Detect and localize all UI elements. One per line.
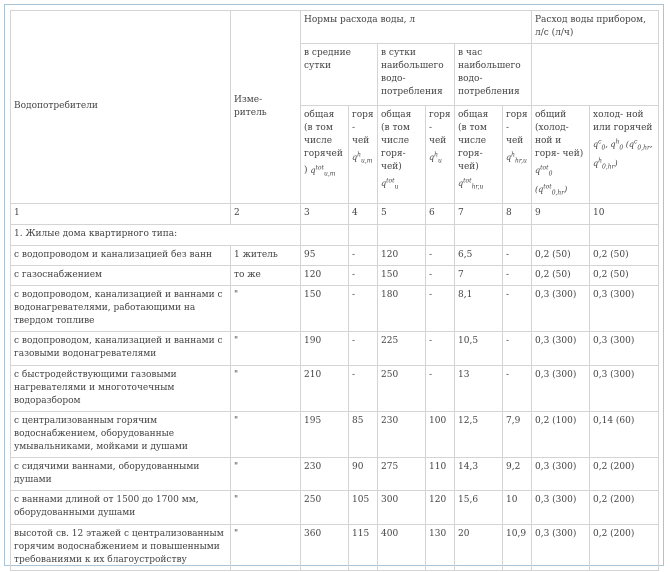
column-number: 2 <box>231 203 301 224</box>
row-cell: - <box>349 365 378 411</box>
row-cell: 0,3 (300) <box>532 285 590 331</box>
header-hot-avg <box>349 106 378 204</box>
row-cell: 400 <box>378 524 426 570</box>
header-unit: Изме- ритель <box>231 11 301 204</box>
row-cell: 0,3 (300) <box>590 365 659 411</box>
column-number: 7 <box>455 203 503 224</box>
row-name: с централизованным горячим водоснабжением, оборудованные умывальниками, мойками и душами <box>11 411 231 457</box>
row-cell: 0,3 (300) <box>532 365 590 411</box>
row-cell: 120 <box>378 245 426 265</box>
table-row <box>11 457 659 490</box>
row-cell: 0,3 (300) <box>532 524 590 570</box>
row-cell: 85 <box>349 411 378 457</box>
row-cell: 100 <box>426 411 455 457</box>
row-name: с газоснабжением <box>11 265 231 285</box>
row-cell: - <box>503 365 532 411</box>
row-unit: " <box>231 490 301 524</box>
row-cell: 0,3 (300) <box>532 457 590 490</box>
section-row <box>11 224 659 245</box>
row-cell: 6,5 <box>455 245 503 265</box>
header-row-1 <box>11 11 659 44</box>
row-cell: 120 <box>426 490 455 524</box>
row-unit: то же <box>231 265 301 285</box>
row-cell: - <box>426 285 455 331</box>
row-cell: 250 <box>378 365 426 411</box>
row-cell: - <box>503 285 532 331</box>
row-cell: 300 <box>378 490 426 524</box>
column-number: 9 <box>532 203 590 224</box>
q-symbol: $q^{tot}_0$ $(q^{tot}_{0,hr})$ <box>535 164 568 197</box>
row-cell: - <box>349 285 378 331</box>
column-numbers-row <box>11 203 659 224</box>
row-cell: 9,2 <box>503 457 532 490</box>
row-unit: 1 житель <box>231 245 301 265</box>
row-cell: 90 <box>349 457 378 490</box>
row-cell: 230 <box>378 411 426 457</box>
row-cell: 20 <box>455 524 503 570</box>
row-cell: 110 <box>426 457 455 490</box>
header-hot-avg-label: горя- чей <box>352 110 374 146</box>
header-device-total-label: общий (холод- ной и горя- чей) <box>535 110 584 159</box>
header-total-avg <box>301 106 349 204</box>
header-hot-hour <box>503 106 532 204</box>
header-device-total <box>532 106 590 204</box>
row-cell: 0,3 (300) <box>532 490 590 524</box>
q-symbol: $q^h_u$ <box>429 151 442 165</box>
row-cell: 15,6 <box>455 490 503 524</box>
header-hot-day <box>426 106 455 204</box>
row-cell: 0,14 (60) <box>590 411 659 457</box>
row-cell: 150 <box>301 285 349 331</box>
row-unit: " <box>231 411 301 457</box>
row-cell: 210 <box>301 365 349 411</box>
header-hot-hour-label: горя- чей <box>506 110 528 146</box>
row-cell: 150 <box>378 265 426 285</box>
row-cell: 14,3 <box>455 457 503 490</box>
table-frame <box>4 4 664 566</box>
row-cell: - <box>426 265 455 285</box>
row-cell: - <box>349 331 378 365</box>
row-cell: 0,3 (300) <box>532 331 590 365</box>
row-cell: 12,5 <box>455 411 503 457</box>
table-row <box>11 285 659 331</box>
row-cell: 7 <box>455 265 503 285</box>
row-cell: - <box>349 265 378 285</box>
row-cell: 230 <box>301 457 349 490</box>
table-row <box>11 245 659 265</box>
row-unit: " <box>231 365 301 411</box>
q-symbol: $q^h_{u,m}$ <box>352 151 373 165</box>
header-consumers: Водопотребители <box>11 11 231 204</box>
row-cell: 0,2 (50) <box>532 265 590 285</box>
row-name: с водопроводом, канализацией и ваннами с газовыми водонагревателями <box>11 331 231 365</box>
row-cell: 0,2 (50) <box>590 265 659 285</box>
row-cell: 0,2 (200) <box>590 524 659 570</box>
column-number: 5 <box>378 203 426 224</box>
row-cell: 0,2 (200) <box>590 490 659 524</box>
header-max-day: в сутки наибольшего водо- потребления <box>378 44 455 106</box>
header-total-avg-label: общая (в том числе горячей) <box>304 110 343 176</box>
row-cell: 105 <box>349 490 378 524</box>
header-total-day <box>378 106 426 204</box>
row-cell: - <box>503 331 532 365</box>
q-symbol: $q^{tot}_{hr,u}$ <box>458 177 484 191</box>
header-hot-day-label: горя- чей <box>429 110 451 146</box>
q-symbol: $q^h_{hr,u}$ <box>506 151 527 165</box>
row-cell: 130 <box>426 524 455 570</box>
column-number: 3 <box>301 203 349 224</box>
row-cell: 0,2 (50) <box>590 245 659 265</box>
row-cell: 190 <box>301 331 349 365</box>
column-number: 8 <box>503 203 532 224</box>
row-cell: - <box>426 245 455 265</box>
row-cell: - <box>426 365 455 411</box>
row-unit: " <box>231 285 301 331</box>
header-norms-group: Нормы расхода воды, л <box>301 11 532 44</box>
table-row <box>11 331 659 365</box>
q-symbol: $q^{tot}_{u,m}$ <box>310 164 336 178</box>
row-cell: 120 <box>301 265 349 285</box>
header-total-hour <box>455 106 503 204</box>
header-max-hour: в час наибольшего водо- потребления <box>455 44 532 106</box>
row-unit: " <box>231 524 301 570</box>
row-cell: 10,9 <box>503 524 532 570</box>
row-cell: 95 <box>301 245 349 265</box>
row-cell: 0,2 (50) <box>532 245 590 265</box>
row-name: с водопроводом, канализацией и ваннами с водонагревателями, работающими на твердом топливе <box>11 285 231 331</box>
row-cell: 275 <box>378 457 426 490</box>
row-cell: 180 <box>378 285 426 331</box>
row-cell: 0,2 (200) <box>590 457 659 490</box>
table-row <box>11 265 659 285</box>
row-cell: 115 <box>349 524 378 570</box>
row-cell: 225 <box>378 331 426 365</box>
q-symbol: $q^c_0$, $q^h_0$ ($q^c_{0,hr}$, $q^h_{0,hr}$) <box>593 138 653 171</box>
row-cell: - <box>503 265 532 285</box>
row-cell: - <box>349 245 378 265</box>
row-cell: - <box>426 331 455 365</box>
row-cell: 195 <box>301 411 349 457</box>
column-number: 1 <box>11 203 231 224</box>
header-avg-day: в средние сутки <box>301 44 378 106</box>
row-cell: 10,5 <box>455 331 503 365</box>
row-cell: 10 <box>503 490 532 524</box>
row-unit: " <box>231 457 301 490</box>
header-device-blank <box>532 44 659 106</box>
header-device-group: Расход воды прибором, л/с (л/ч) <box>532 11 659 44</box>
table-row <box>11 524 659 570</box>
row-cell: 13 <box>455 365 503 411</box>
column-number: 6 <box>426 203 455 224</box>
row-cell: 360 <box>301 524 349 570</box>
row-name: с водопроводом и канализацией без ванн <box>11 245 231 265</box>
row-unit: " <box>231 331 301 365</box>
header-total-hour-label: общая (в том числе горя- чей) <box>458 110 489 172</box>
row-cell: 0,2 (100) <box>532 411 590 457</box>
table-row <box>11 365 659 411</box>
row-name: с быстродействующими газовыми нагревателями и многоточечным водоразбором <box>11 365 231 411</box>
column-number: 10 <box>590 203 659 224</box>
row-cell: - <box>503 245 532 265</box>
q-symbol: $q^{tot}_u$ <box>381 177 399 191</box>
row-cell: 0,3 (300) <box>590 331 659 365</box>
row-cell: 0,3 (300) <box>590 285 659 331</box>
header-device-cold-hot-label: холод- ной или горячей <box>593 110 653 133</box>
row-cell: 7,9 <box>503 411 532 457</box>
row-cell: 8,1 <box>455 285 503 331</box>
water-norms-table <box>10 10 659 571</box>
row-cell: 250 <box>301 490 349 524</box>
table-row <box>11 411 659 457</box>
row-name: с сидячими ваннами, оборудованными душами <box>11 457 231 490</box>
column-number: 4 <box>349 203 378 224</box>
header-device-cold-hot <box>590 106 659 204</box>
row-name: высотой св. 12 этажей с централизованным горячим водоснабжением и повышенными требованиями к их благоустройству <box>11 524 231 570</box>
header-total-day-label: общая (в том числе горя- чей) <box>381 110 412 172</box>
table-row <box>11 490 659 524</box>
row-name: с ваннами длиной от 1500 до 1700 мм, оборудованными душами <box>11 490 231 524</box>
section-title: 1. Жилые дома квартирного типа: <box>11 224 301 245</box>
